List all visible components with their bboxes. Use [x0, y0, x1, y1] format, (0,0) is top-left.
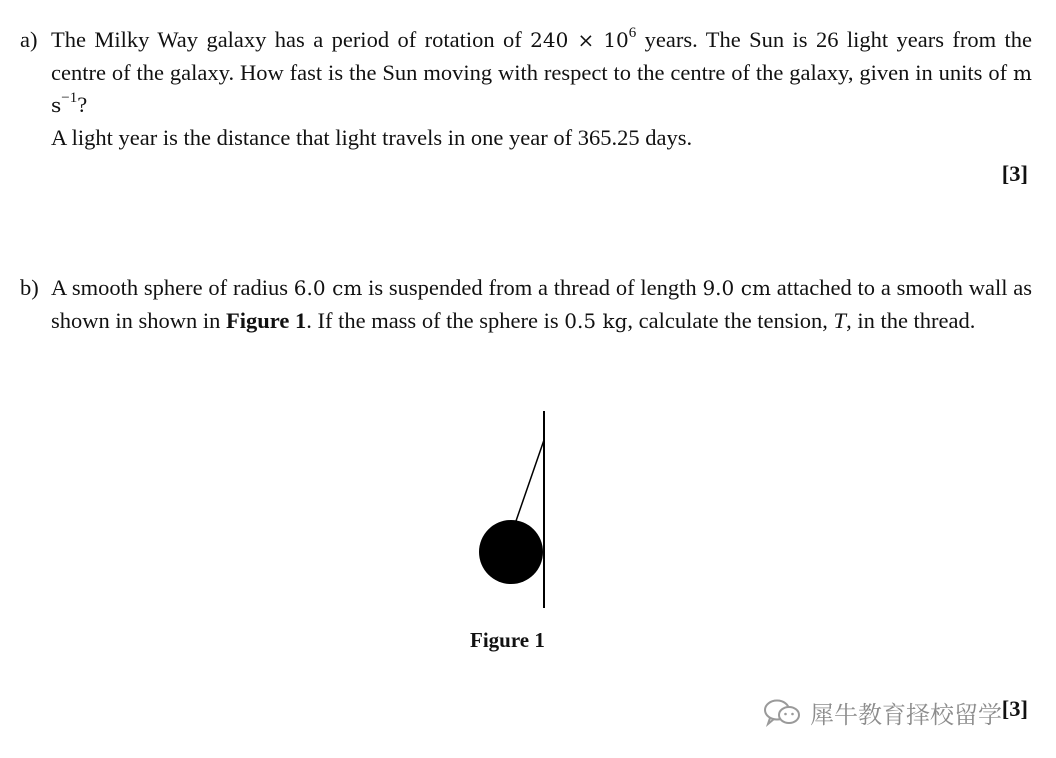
question-a-body	[51, 24, 1032, 153]
question-a-text-2: years. The Sun is 26 light years from the centre of the galaxy. How fast is the Sun moving with respect to the centre of the galaxy, given in units of	[51, 27, 1032, 85]
question-a-marks: [3]	[1001, 161, 1028, 186]
figure-reference: Figure 1	[226, 307, 307, 333]
question-b-paragraph	[51, 272, 1032, 337]
question-b-text-4: . If the mass of the sphere is	[306, 307, 565, 333]
question-b-marks: [3]	[1001, 696, 1028, 721]
question-a-text-1: The Milky Way galaxy has a period of rotation of	[51, 27, 531, 52]
watermark	[762, 694, 1002, 730]
question-b-text-6: , in the thread.	[846, 307, 976, 333]
radius-value: 6.0	[293, 276, 326, 300]
sphere	[479, 520, 543, 584]
question-a-paragraph-1	[51, 24, 1032, 122]
times-sign: ×	[568, 28, 604, 52]
unit-base: m s	[51, 60, 1032, 117]
unit-exponent: −1	[61, 89, 78, 106]
thread-line	[516, 440, 544, 521]
question-a	[20, 24, 1032, 153]
period-mantissa: 240	[530, 28, 569, 52]
question-b-text-5: , calculate the tension,	[627, 307, 834, 333]
figure-1-diagram	[470, 408, 560, 612]
question-mark: ?	[77, 92, 88, 117]
question-b-body	[51, 272, 1032, 337]
mass-value: 0.5	[564, 308, 597, 333]
radius-unit: cm	[325, 276, 363, 300]
mass-unit: kg	[596, 308, 628, 333]
question-b-text-2: is suspended from a thread of length	[362, 275, 703, 300]
length-value: 9.0	[702, 276, 735, 300]
length-unit: cm	[734, 276, 771, 300]
wechat-icon	[762, 697, 802, 727]
question-b-label: b)	[20, 275, 39, 300]
tension-symbol: T	[833, 307, 847, 333]
question-b-text-1: A smooth sphere of radius	[51, 275, 294, 300]
question-b	[20, 272, 1032, 337]
question-a-label: a)	[20, 27, 38, 52]
watermark-text: 犀牛教育择校留学	[810, 700, 1002, 729]
figure-caption: Figure 1	[470, 628, 545, 652]
question-b-text-3: attached to a smooth wall as shown in shown in	[51, 275, 1032, 333]
period-base: 10	[603, 28, 629, 52]
question-a-paragraph-2: A light year is the distance that light travels in one year of 365.25 days.	[51, 124, 693, 150]
period-exponent: 6	[628, 24, 637, 41]
